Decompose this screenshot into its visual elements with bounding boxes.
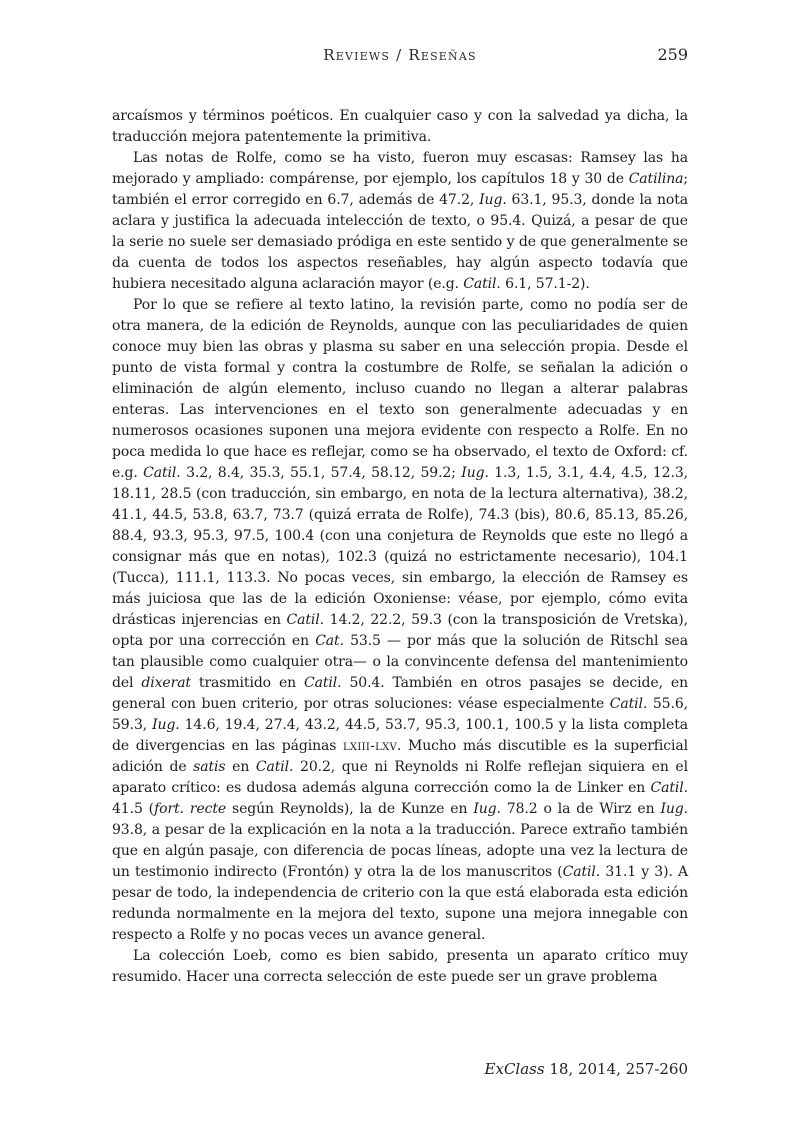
- text-segment: Catil.: [286, 612, 325, 628]
- review-text-block: [112, 106, 688, 988]
- page-number: 259: [657, 45, 688, 64]
- text-segment: 14.6, 19.4, 27.4, 43.2, 44.5, 53.7, 95.3, 100.1, 100.5 y la lista completa de divergencias en las páginas: [112, 717, 688, 754]
- text-segment: Por lo que se refiere al texto latino, la revisión parte, como no podía ser de otra manera, de la edición de Reynolds, aunque con las peculiaridades de quien conoce muy bien las obras y plasma su saber en una selección propia. Desde el punto de vista formal y contra la costumbre de Rolfe, se señalan la adición o eliminación de algún elemento, incluso cuando no llegan a alterar palabras enteras. Las intervenciones en el texto son generalmente adecuadas y en numerosos ocasiones suponen una mejora evidente con respecto a Rolfe. En no poca medida lo que hace es reflejar, como se ha observado, el texto de Oxford: cf. e.g.: [112, 297, 688, 481]
- text-segment: satis: [193, 759, 226, 775]
- text-segment: 3.2, 8.4, 35.3, 55.1, 57.4, 58.12, 59.2;: [180, 465, 462, 481]
- text-segment: 18, 2014, 257-260: [544, 1060, 688, 1078]
- text-segment: fort. recte: [154, 801, 227, 817]
- text-segment: Iug.: [461, 465, 489, 481]
- text-segment: dixerat: [141, 675, 191, 691]
- para-2: [112, 148, 688, 295]
- text-segment: 31.1 y 3). A pesar de todo, la independencia de criterio con la que está elaborada esta edición redunda normalmente en la mejora del texto, supone una mejora innegable con respecto a Rolfe y no pocas veces un avance general.: [112, 864, 688, 943]
- text-segment: Catil.: [255, 759, 294, 775]
- text-segment: Iug.: [479, 192, 507, 208]
- text-segment: según Reynolds), la de Kunze en: [226, 801, 474, 817]
- running-head-title: Reviews / Reseñas: [323, 46, 477, 64]
- text-segment: Las notas de Rolfe, como se ha visto, fueron muy escasas: Ramsey las ha mejorado y ampliado: compárense, por ejemplo, los capítulos 18 y 30 de: [112, 150, 688, 187]
- text-segment: ; también el error corregido en 6.7, además de 47.2,: [112, 171, 688, 208]
- text-segment: . Mucho más discutible es la superficial adición de: [112, 738, 688, 775]
- text-segment: Catil.: [650, 780, 688, 796]
- para-1: [112, 106, 688, 148]
- text-segment: Catil.: [609, 696, 648, 712]
- text-segment: 50.4. También en otros pasajes se decide, en general con buen criterio, por otras soluciones: véase especialmente: [112, 675, 688, 712]
- page-header: [112, 44, 688, 66]
- text-segment: Catil.: [562, 864, 601, 880]
- text-segment: La colección Loeb, como es bien sabido, presenta un aparato crítico muy resumido. Hacer una correcta selección de este puede ser un grave problema: [112, 948, 688, 985]
- text-segment: 1.3, 1.5, 3.1, 4.4, 4.5, 12.3, 18.11, 28.5 (con traducción, sin embargo, en nota de la lectura alternativa), 38.2, 41.1, 44.5, 53.8, 63.7, 73.7 (quizá errata de Rolfe), 74.3 (bis), 80.6, 85.13, 85.26, 88.4, 93.3, 95.3, 97.5, 100.4 (con una conjetura de Reynolds que este no llegó a consignar más que en notas), 102.3 (quizá no estrictamente necesario), 104.1 (Tucca), 111.1, 113.3. No pocas veces, sin embargo, la elección de Ramsey es más juiciosa que las de la edición Oxoniense: véase, por ejemplo, cómo evita drásticas injerencias en: [112, 465, 688, 628]
- text-segment: Iug.: [152, 717, 180, 733]
- text-segment: Iug.: [660, 801, 689, 817]
- text-segment: trasmitido en: [190, 675, 305, 691]
- text-segment: 78.2 o la de Wirz en: [500, 801, 661, 817]
- text-segment: Cat.: [315, 633, 344, 649]
- para-4: [112, 946, 688, 988]
- text-segment: arcaísmos y términos poéticos. En cualquier caso y con la salvedad ya dicha, la traducción mejora patentemente la primitiva.: [112, 108, 688, 145]
- text-segment: Catil.: [463, 276, 501, 292]
- text-segment: Iug.: [473, 801, 501, 817]
- text-segment: Catil.: [143, 465, 181, 481]
- text-segment: Catil.: [304, 675, 342, 691]
- text-segment: 63.1, 95.3, donde la nota aclara y justifica la adecuada intelección de texto, o 95.4. Quizá, a pesar de que la serie no suele ser demasiado pródiga en este sentido y de que generalmente se da cuenta de todos los aspectos reseñables, hay algún aspecto todavía que hubiera necesitado alguna aclaración mayor (e.g.: [112, 192, 688, 292]
- text-segment: ExClass: [484, 1060, 545, 1078]
- text-segment: 41.5 (: [112, 801, 155, 817]
- footer-citation: [112, 1060, 688, 1078]
- text-segment: 93.8, a pesar de la explicación en la nota a la traducción. Parece extraño también que en algún pasaje, con diferencia de pocas líneas, adopte una vez la lectura de un testimonio indirecto (Frontón) y otra la de los manuscritos (: [112, 822, 688, 880]
- text-segment: 6.1, 57.1-2).: [500, 276, 590, 292]
- text-segment: 55.6, 59.3,: [112, 696, 688, 733]
- text-segment: 14.2, 22.2, 59.3 (con la transposición de Vretska), opta por una corrección en: [112, 612, 688, 649]
- text-segment: 20.2, que ni Reynolds ni Rolfe reflejan siquiera en el aparato crítico: es dudosa además alguna corrección como la de Linker en: [112, 759, 688, 796]
- text-segment: en: [225, 759, 256, 775]
- para-3: [112, 295, 688, 946]
- text-segment: Catilina: [628, 171, 684, 187]
- text-segment: lxiii-lxv: [342, 738, 398, 754]
- text-segment: 53.5 — por más que la solución de Ritschl sea tan plausible como cualquier otra— o la convincente defensa del mantenimiento del: [112, 633, 688, 691]
